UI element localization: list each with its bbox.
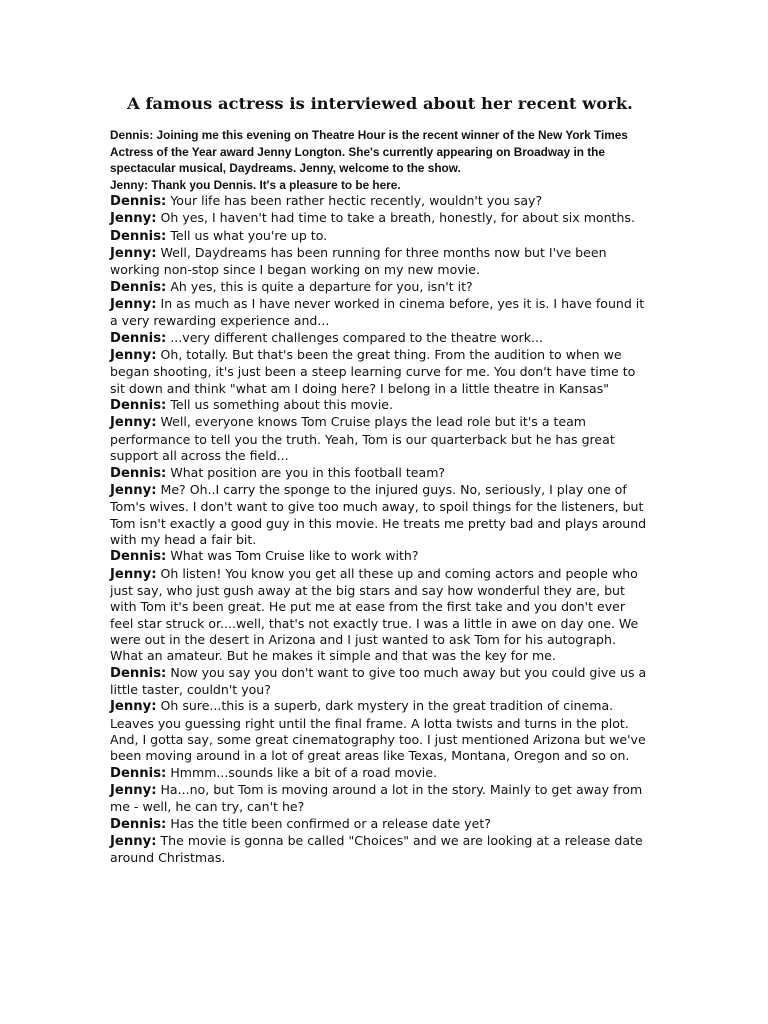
dialogue-line [110, 665, 650, 699]
speaker-name: Jenny: [110, 783, 157, 799]
speaker-name: Jenny: [110, 482, 157, 498]
dialogue-line [110, 482, 650, 548]
dialogue-line [110, 296, 650, 330]
line-text: Well, everyone knows Tom Cruise plays the lead role but it's a team performance to tell you the truth. Yeah, Tom is our quarterback but he has great support all across the field... [110, 414, 615, 464]
dialogue-line [110, 330, 650, 347]
line-text: Tell us what you're up to. [170, 227, 328, 243]
dialogue-line [110, 245, 650, 279]
dialogue-line [110, 414, 650, 464]
line-text: Thank you Dennis. It's a pleasure to be here. [151, 177, 401, 192]
line-text: Your life has been rather hectic recently, wouldn't you say? [170, 193, 543, 208]
speaker-name: Jenny: [110, 297, 157, 313]
dialogue-line [110, 548, 650, 565]
line-text: Has the title been confirmed or a release date yet? [170, 815, 491, 831]
line-text: Tell us something about this movie. [170, 397, 394, 413]
speaker-name: Dennis: [110, 279, 167, 295]
line-text: Me? Oh..I carry the sponge to the injured guys. No, seriously, I play one of Tom's wives. I don't want to give too much away, to spoil things for the listeners, but Tom isn't exactly a good guy in this movie. He treats me pretty bad and plays around with my head a fair bit. [110, 481, 647, 547]
intro-block [110, 127, 650, 193]
line-text: Well, Daydreams has been running for three months now but I've been working non-stop since I began working on my new movie. [110, 245, 607, 278]
line-text: What was Tom Cruise like to work with? [170, 548, 419, 564]
speaker-name: Dennis: [110, 194, 167, 209]
line-text: Oh, totally. But that's been the great thing. From the audition to when we began shooting, it's just been a steep learning curve for me. You don't have time to sit down and think "what am I doing here? I belong in a little theatre in Kansas" [110, 347, 636, 396]
dialogue-block [110, 193, 650, 867]
dialogue-line [110, 782, 650, 816]
dialogue-line [110, 228, 650, 245]
speaker-name: Jenny: [110, 415, 157, 431]
dialogue-line [110, 210, 650, 227]
dialogue-line [110, 279, 650, 296]
speaker-name: Dennis: [110, 665, 167, 681]
speaker-name: Jenny: [110, 246, 157, 262]
line-text: Ha...no, but Tom is moving around a lot in the story. Mainly to get away from me - well, he can try, can't he? [110, 782, 643, 815]
dialogue-line [110, 397, 650, 414]
document-title: A famous actress is interviewed about her recent work. [127, 94, 633, 113]
line-text: Oh sure...this is a superb, dark mystery in the great tradition of cinema. Leaves you guessing right until the final frame. A lotta twists and turns in the plot. And, I gotta say, some great cinematography too. I just mentioned Arizona but we've been moving around in a lot of great areas like Texas, Montana, Oregon and so on. [110, 698, 646, 764]
intro-line [110, 177, 650, 194]
speaker-name: Dennis: [110, 228, 167, 244]
speaker-name: Dennis: [110, 330, 167, 346]
speaker-name: Jenny: [110, 566, 157, 582]
line-text: In as much as I have never worked in cinema before, yes it is. I have found it a very rewarding experience and... [110, 296, 645, 329]
speaker-name: Dennis: [110, 765, 167, 781]
line-text: Joining me this evening on Theatre Hour is the recent winner of the New York Times Actress of the Year award Jenny Longton. She's currently appearing on Broadway in the spectacular musical, Daydreams. Jenny, welcome to the show. [110, 128, 628, 175]
line-text: Oh listen! You know you get all these up and coming actors and people who just say, who just gush away at the big stars and say how wonderful they are, but with Tom it's been great. He put me at ease from the first take and you don't ever feel star struck or....well, that's not exactly true. I was a little in awe on day one. We were out in the desert in Arizona and I just wanted to ask Tom for his autograph. What an amateur. But he makes it simple and that was the key for me. [110, 565, 639, 664]
dialogue-line [110, 765, 650, 782]
speaker-name: Jenny: [110, 177, 149, 192]
speaker-name: Dennis: [110, 549, 167, 565]
line-text: Oh yes, I haven't had time to take a breath, honestly, for about six months. [160, 210, 635, 226]
line-text: The movie is gonna be called "Choices" and we are looking at a release date around Christmas. [110, 833, 643, 866]
dialogue-line [110, 833, 650, 867]
speaker-name: Jenny: [110, 211, 157, 227]
line-text: What position are you in this football team? [170, 464, 446, 480]
dialogue-line [110, 193, 650, 210]
speaker-name: Jenny: [110, 699, 157, 715]
speaker-name: Dennis: [110, 128, 154, 142]
line-text: ...very different challenges compared to the theatre work... [170, 329, 543, 345]
speaker-name: Dennis: [110, 465, 167, 481]
speaker-name: Jenny: [110, 834, 157, 850]
dialogue-line [110, 816, 650, 833]
document-page [110, 94, 650, 867]
intro-line [110, 127, 650, 177]
dialogue-line [110, 698, 650, 764]
speaker-name: Dennis: [110, 398, 167, 414]
line-text: Now you say you don't want to give too much away but you could give us a little taster, couldn't you? [110, 664, 647, 697]
dialogue-line [110, 465, 650, 482]
line-text: Ah yes, this is quite a departure for you, isn't it? [170, 278, 473, 294]
speaker-name: Dennis: [110, 816, 167, 832]
line-text: Hmmm...sounds like a bit of a road movie. [170, 764, 437, 780]
dialogue-line [110, 347, 650, 397]
speaker-name: Jenny: [110, 348, 157, 364]
dialogue-line [110, 566, 650, 665]
